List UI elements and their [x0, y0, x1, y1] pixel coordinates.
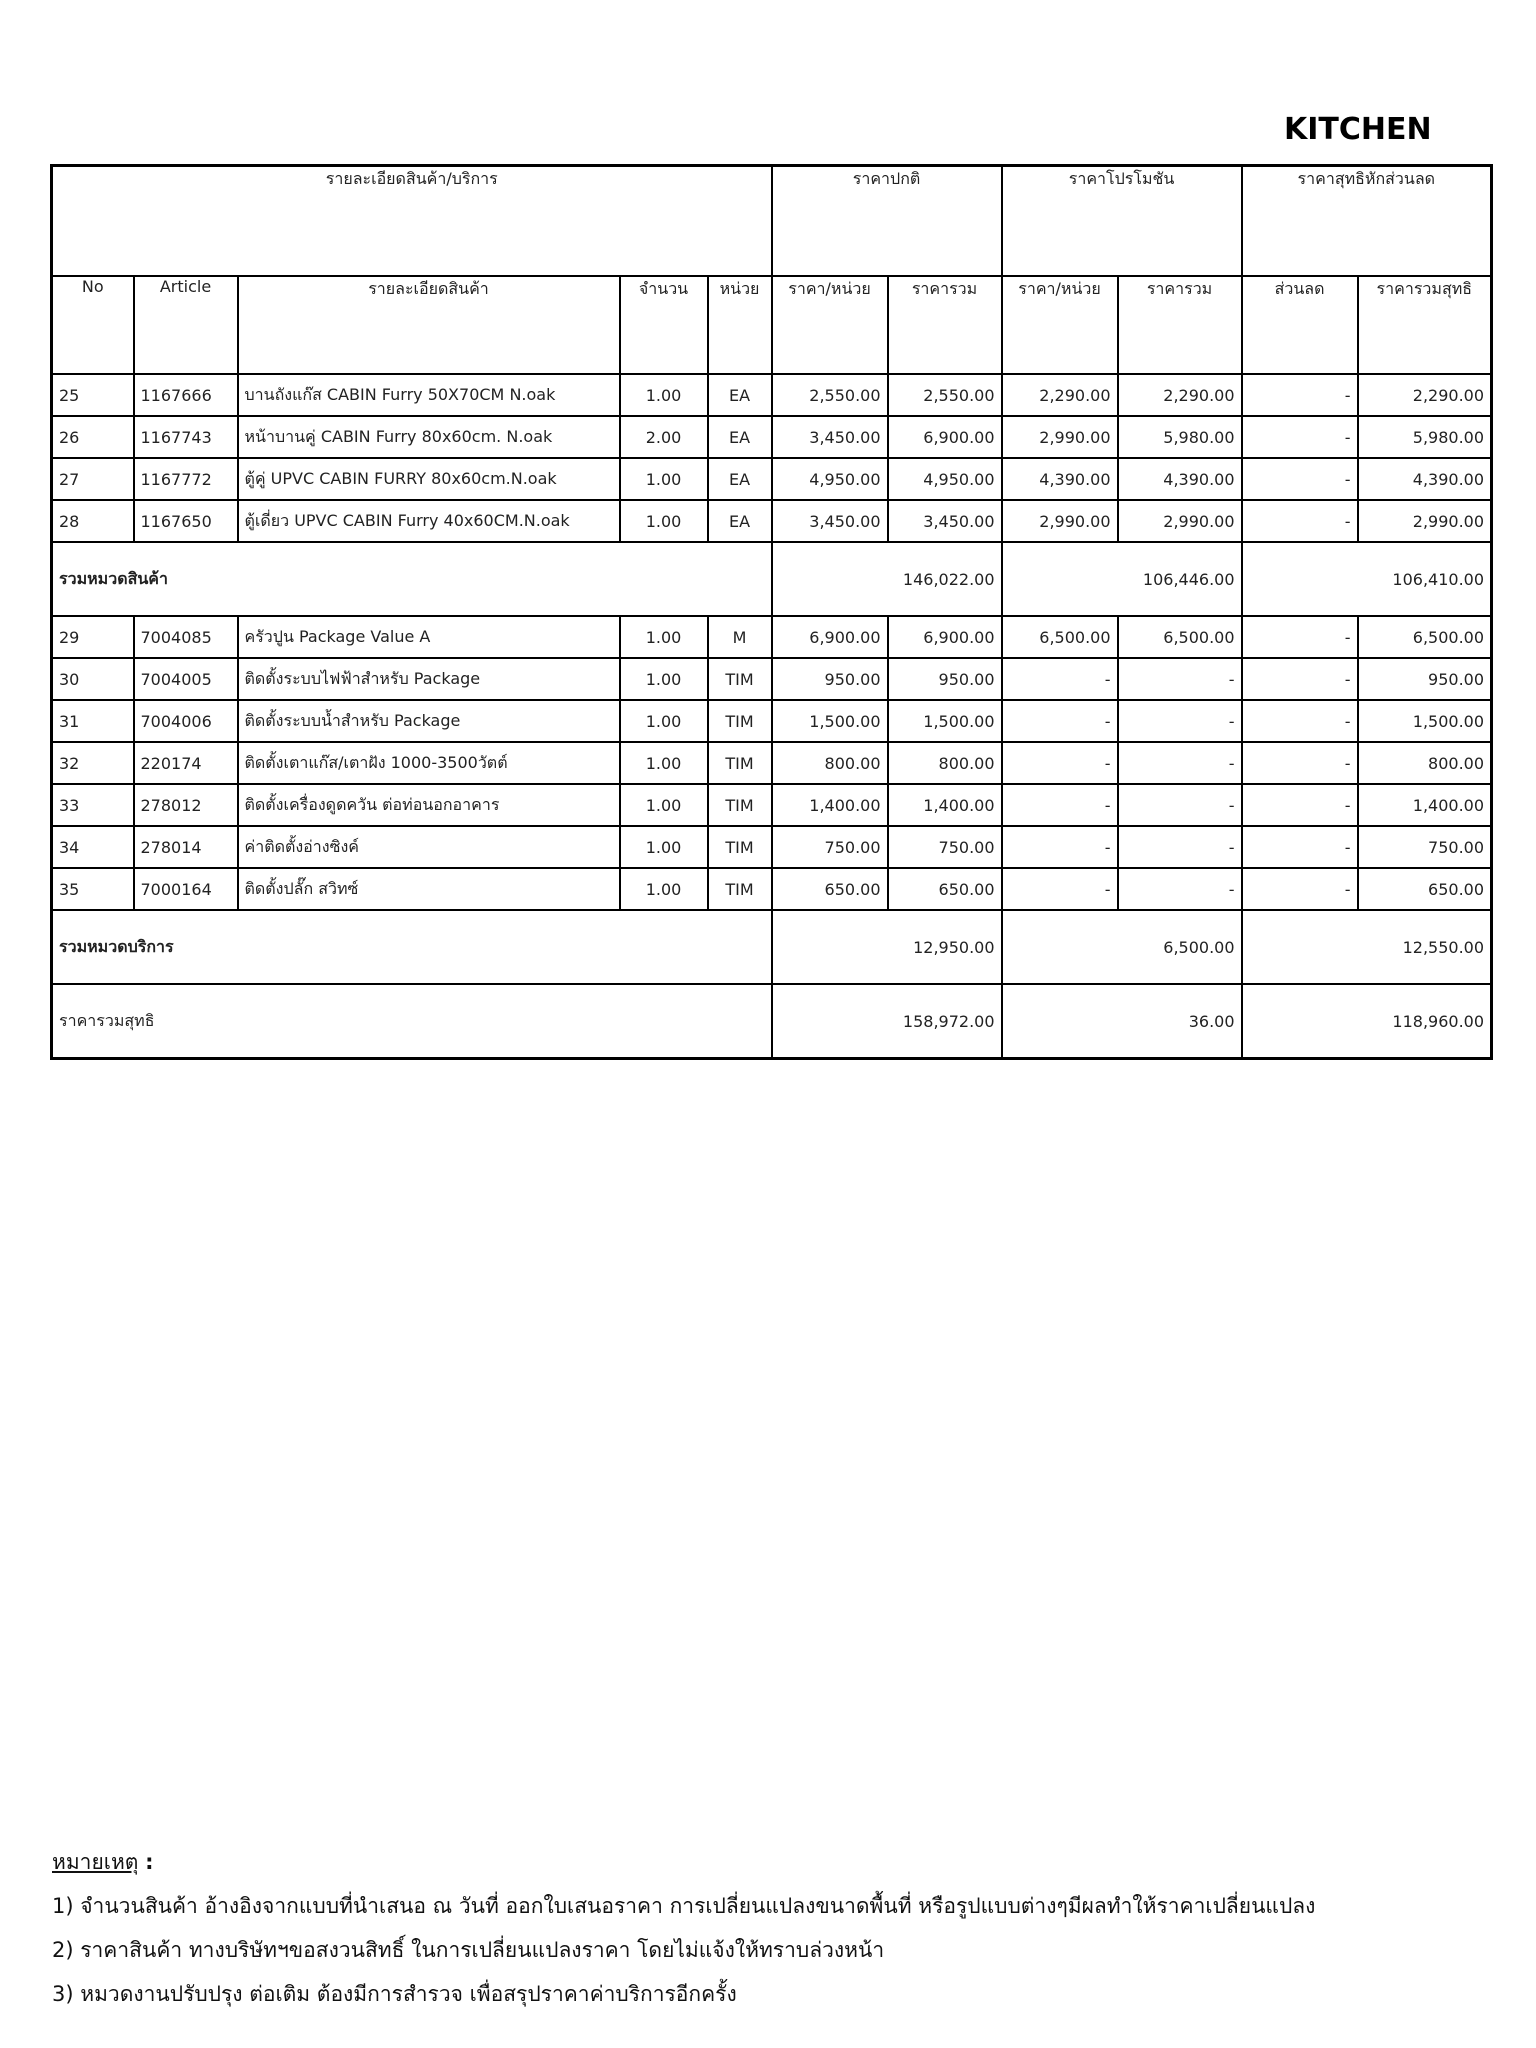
column-header: No: [52, 276, 134, 374]
cell-article: 220174: [134, 742, 238, 784]
service-rows: [52, 616, 1492, 910]
table-row: [52, 700, 1492, 742]
service-subtotal: [52, 910, 1492, 1059]
cell-desc: ติดตั้งเครื่องดูดควัน ต่อท่อนอกอาคาร: [238, 784, 620, 826]
cell-net-total: 1,400.00: [1358, 784, 1492, 826]
cell-discount: -: [1242, 374, 1358, 416]
cell-total: 4,950.00: [888, 458, 1002, 500]
cell-unit: EA: [708, 374, 772, 416]
cell-discount: -: [1242, 742, 1358, 784]
cell-desc: ติดตั้งระบบน้ำสำหรับ Package: [238, 700, 620, 742]
cell-qty: 1.00: [620, 784, 708, 826]
column-header: Article: [134, 276, 238, 374]
cell-desc: บานถังแก๊ส CABIN Furry 50X70CM N.oak: [238, 374, 620, 416]
cell-net-total: 750.00: [1358, 826, 1492, 868]
note-item: 3) หมวดงานปรับปรุง ต่อเติม ต้องมีการสำรวจ เพื่อสรุปราคาค่าบริการอีกครั้ง: [52, 1982, 737, 2006]
cell-discount: -: [1242, 616, 1358, 658]
cell-unit-price: 6,900.00: [772, 616, 888, 658]
cell-net-total: 650.00: [1358, 868, 1492, 910]
cell-unit: TIM: [708, 868, 772, 910]
group-header-normal-price: ราคาปกติ: [772, 166, 1002, 277]
cell-unit: EA: [708, 416, 772, 458]
table-row: [52, 458, 1492, 500]
cell-unit: TIM: [708, 700, 772, 742]
cell-unit-price: 1,400.00: [772, 784, 888, 826]
cell-qty: 1.00: [620, 868, 708, 910]
cell-desc: ครัวปูน Package Value A: [238, 616, 620, 658]
cell-article: 7004085: [134, 616, 238, 658]
subtotal-normal: 146,022.00: [772, 542, 1002, 616]
column-header: ราคา/หน่วย: [772, 276, 888, 374]
table-row: [52, 784, 1492, 826]
net-total-normal: 158,972.00: [772, 984, 1002, 1059]
cell-desc: ค่าติดตั้งอ่างซิงค์: [238, 826, 620, 868]
cell-qty: 1.00: [620, 700, 708, 742]
cell-promo-total: -: [1118, 700, 1242, 742]
cell-article: 1167743: [134, 416, 238, 458]
column-header: ราคารวมสุทธิ: [1358, 276, 1492, 374]
cell-discount: -: [1242, 700, 1358, 742]
cell-desc: ตู้เดี่ยว UPVC CABIN Furry 40x60CM.N.oak: [238, 500, 620, 542]
group-header-details: รายละเอียดสินค้า/บริการ: [52, 166, 772, 277]
page-title: KITCHEN: [1284, 112, 1432, 147]
cell-net-total: 4,390.00: [1358, 458, 1492, 500]
cell-qty: 1.00: [620, 658, 708, 700]
cell-promo-total: -: [1118, 868, 1242, 910]
notes-section: [52, 1840, 1492, 2016]
cell-article: 278014: [134, 826, 238, 868]
cell-promo-unit: -: [1002, 700, 1118, 742]
cell-article: 7004005: [134, 658, 238, 700]
cell-promo-unit: -: [1002, 826, 1118, 868]
column-header-row: [52, 276, 1492, 374]
subtotal-row: [52, 542, 1492, 616]
cell-desc: ติดตั้งเตาแก๊ส/เตาฝัง 1000-3500วัตต์: [238, 742, 620, 784]
column-header: จำนวน: [620, 276, 708, 374]
cell-promo-total: 2,990.00: [1118, 500, 1242, 542]
cell-discount: -: [1242, 416, 1358, 458]
cell-net-total: 6,500.00: [1358, 616, 1492, 658]
subtotal-normal: 12,950.00: [772, 910, 1002, 984]
cell-unit-price: 2,550.00: [772, 374, 888, 416]
subtotal-row: [52, 910, 1492, 984]
cell-promo-total: -: [1118, 742, 1242, 784]
notes-heading: หมายเหตุ: [52, 1850, 139, 1874]
cell-unit: EA: [708, 458, 772, 500]
cell-total: 1,500.00: [888, 700, 1002, 742]
cell-net-total: 5,980.00: [1358, 416, 1492, 458]
cell-no: 29: [52, 616, 134, 658]
cell-total: 950.00: [888, 658, 1002, 700]
subtotal-promo: 6,500.00: [1002, 910, 1242, 984]
cell-qty: 1.00: [620, 458, 708, 500]
cell-qty: 1.00: [620, 826, 708, 868]
cell-desc: หน้าบานคู่ CABIN Furry 80x60cm. N.oak: [238, 416, 620, 458]
cell-no: 25: [52, 374, 134, 416]
cell-promo-unit: 2,290.00: [1002, 374, 1118, 416]
subtotal-net: 12,550.00: [1242, 910, 1492, 984]
cell-no: 34: [52, 826, 134, 868]
subtotal-label: รวมหมวดสินค้า: [52, 542, 772, 616]
cell-no: 35: [52, 868, 134, 910]
cell-promo-total: -: [1118, 826, 1242, 868]
cell-article: 7000164: [134, 868, 238, 910]
subtotal-promo: 106,446.00: [1002, 542, 1242, 616]
cell-promo-total: -: [1118, 658, 1242, 700]
cell-unit: TIM: [708, 658, 772, 700]
cell-unit: TIM: [708, 742, 772, 784]
cell-unit: EA: [708, 500, 772, 542]
cell-no: 30: [52, 658, 134, 700]
net-total-net: 118,960.00: [1242, 984, 1492, 1059]
cell-no: 31: [52, 700, 134, 742]
group-header-row: [52, 166, 1492, 277]
cell-desc: ติดตั้งระบบไฟฟ้าสำหรับ Package: [238, 658, 620, 700]
cell-unit-price: 950.00: [772, 658, 888, 700]
cell-discount: -: [1242, 826, 1358, 868]
cell-no: 27: [52, 458, 134, 500]
cell-total: 6,900.00: [888, 616, 1002, 658]
cell-unit-price: 800.00: [772, 742, 888, 784]
cell-total: 3,450.00: [888, 500, 1002, 542]
product-rows: [52, 374, 1492, 542]
subtotal-net: 106,410.00: [1242, 542, 1492, 616]
column-header: ราคารวม: [888, 276, 1002, 374]
cell-promo-total: 6,500.00: [1118, 616, 1242, 658]
cell-unit-price: 1,500.00: [772, 700, 888, 742]
table-row: [52, 742, 1492, 784]
cell-desc: ติดตั้งปลั๊ก สวิทซ์: [238, 868, 620, 910]
cell-promo-unit: 2,990.00: [1002, 500, 1118, 542]
cell-unit: M: [708, 616, 772, 658]
cell-promo-unit: -: [1002, 658, 1118, 700]
cell-total: 800.00: [888, 742, 1002, 784]
cell-no: 26: [52, 416, 134, 458]
table-row: [52, 826, 1492, 868]
cell-article: 278012: [134, 784, 238, 826]
group-header-net-price: ราคาสุทธิหักส่วนลด: [1242, 166, 1492, 277]
cell-unit-price: 3,450.00: [772, 500, 888, 542]
cell-no: 28: [52, 500, 134, 542]
cell-promo-unit: 4,390.00: [1002, 458, 1118, 500]
cell-desc: ตู้คู่ UPVC CABIN FURRY 80x60cm.N.oak: [238, 458, 620, 500]
cell-net-total: 1,500.00: [1358, 700, 1492, 742]
cell-promo-unit: -: [1002, 742, 1118, 784]
cell-unit: TIM: [708, 784, 772, 826]
notes-colon: :: [145, 1850, 154, 1874]
cell-discount: -: [1242, 868, 1358, 910]
cell-article: 1167772: [134, 458, 238, 500]
cell-total: 1,400.00: [888, 784, 1002, 826]
cell-promo-unit: -: [1002, 868, 1118, 910]
cell-total: 750.00: [888, 826, 1002, 868]
group-header-promo-price: ราคาโปรโมชัน: [1002, 166, 1242, 277]
cell-promo-unit: -: [1002, 784, 1118, 826]
cell-unit-price: 650.00: [772, 868, 888, 910]
column-header: ส่วนลด: [1242, 276, 1358, 374]
cell-unit-price: 750.00: [772, 826, 888, 868]
cell-qty: 1.00: [620, 616, 708, 658]
column-header: รายละเอียดสินค้า: [238, 276, 620, 374]
cell-qty: 2.00: [620, 416, 708, 458]
column-header: ราคา/หน่วย: [1002, 276, 1118, 374]
cell-total: 6,900.00: [888, 416, 1002, 458]
cell-unit-price: 4,950.00: [772, 458, 888, 500]
cell-promo-unit: 2,990.00: [1002, 416, 1118, 458]
cell-qty: 1.00: [620, 742, 708, 784]
cell-promo-unit: 6,500.00: [1002, 616, 1118, 658]
table-row: [52, 500, 1492, 542]
cell-discount: -: [1242, 784, 1358, 826]
cell-discount: -: [1242, 658, 1358, 700]
quotation-table: [50, 164, 1493, 1060]
table-row: [52, 616, 1492, 658]
cell-net-total: 2,290.00: [1358, 374, 1492, 416]
cell-total: 2,550.00: [888, 374, 1002, 416]
cell-qty: 1.00: [620, 374, 708, 416]
cell-promo-total: 5,980.00: [1118, 416, 1242, 458]
table-row: [52, 374, 1492, 416]
table-row: [52, 868, 1492, 910]
net-total-promo: 36.00: [1002, 984, 1242, 1059]
cell-promo-total: 4,390.00: [1118, 458, 1242, 500]
cell-discount: -: [1242, 458, 1358, 500]
column-header: ราคารวม: [1118, 276, 1242, 374]
note-item: 1) จำนวนสินค้า อ้างอิงจากแบบที่นำเสนอ ณ วันที่ ออกใบเสนอราคา การเปลี่ยนแปลงขนาดพื้นที่ หรือรูปแบบต่างๆมีผลทำให้ราคาเปลี่ยนแปลง: [52, 1894, 1316, 1918]
product-subtotal: [52, 542, 1492, 616]
cell-total: 650.00: [888, 868, 1002, 910]
net-total-label: ราคารวมสุทธิ: [52, 984, 772, 1059]
table-row: [52, 658, 1492, 700]
cell-promo-total: 2,290.00: [1118, 374, 1242, 416]
cell-unit-price: 3,450.00: [772, 416, 888, 458]
cell-article: 1167666: [134, 374, 238, 416]
cell-promo-total: -: [1118, 784, 1242, 826]
cell-no: 32: [52, 742, 134, 784]
table-row: [52, 416, 1492, 458]
cell-article: 1167650: [134, 500, 238, 542]
cell-net-total: 2,990.00: [1358, 500, 1492, 542]
cell-net-total: 950.00: [1358, 658, 1492, 700]
cell-unit: TIM: [708, 826, 772, 868]
cell-net-total: 800.00: [1358, 742, 1492, 784]
cell-article: 7004006: [134, 700, 238, 742]
subtotal-label: รวมหมวดบริการ: [52, 910, 772, 984]
cell-qty: 1.00: [620, 500, 708, 542]
net-total-row: [52, 984, 1492, 1059]
column-header: หน่วย: [708, 276, 772, 374]
cell-discount: -: [1242, 500, 1358, 542]
note-item: 2) ราคาสินค้า ทางบริษัทฯขอสงวนสิทธิ์ ในการเปลี่ยนแปลงราคา โดยไม่แจ้งให้ทราบล่วงหน้า: [52, 1938, 885, 1962]
cell-no: 33: [52, 784, 134, 826]
